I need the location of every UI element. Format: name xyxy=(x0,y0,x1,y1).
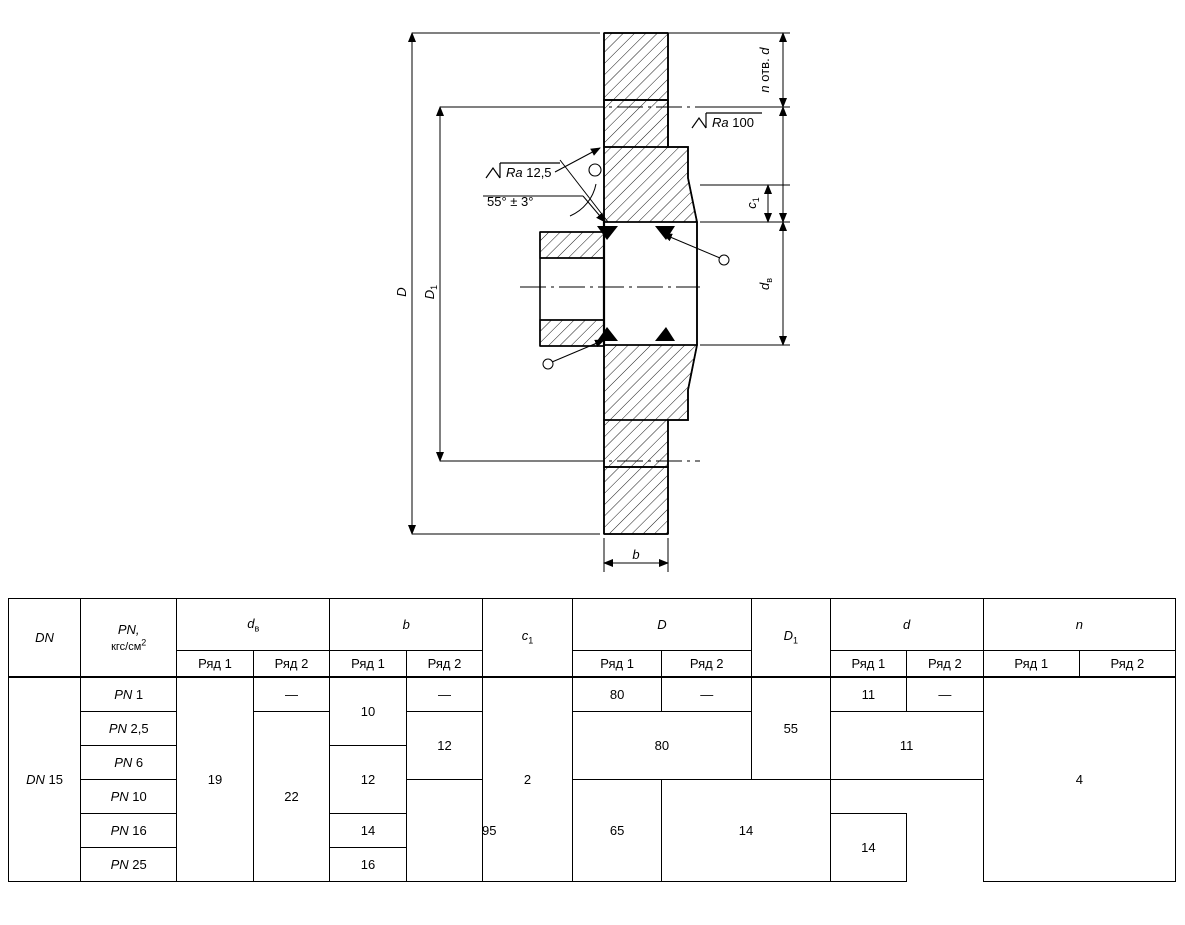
th-dv-row2: Ряд 2 xyxy=(253,651,329,677)
cell-d-merged-14: 14 xyxy=(662,779,830,881)
dim-D1-label: $D_1$ xyxy=(422,284,439,300)
th-dn: DN xyxy=(9,599,81,677)
cell-pn: PN 16 xyxy=(81,813,177,847)
dim-n-holes-label: n отв. d xyxy=(757,47,772,93)
th-d: d xyxy=(830,599,983,651)
th-d-row2: Ряд 2 xyxy=(907,651,983,677)
cell-b-row1-a: 10 xyxy=(330,677,406,746)
dim-c1-label: $c_1$ xyxy=(744,197,761,209)
th-D: D xyxy=(572,599,751,651)
cell-pn: PN 2,5 xyxy=(81,711,177,745)
cell-pn: PN 25 xyxy=(81,847,177,881)
angle-label: 55° ± 3° xyxy=(487,194,534,209)
table-header-row-1 xyxy=(9,599,1176,651)
th-dv-row1: Ряд 1 xyxy=(177,651,253,677)
cell-b-row1-b: 12 xyxy=(330,745,406,813)
dim-D-label: D xyxy=(394,287,409,297)
cell-d-row2-dash: — xyxy=(907,677,983,712)
cell-c1: 2 xyxy=(483,677,573,882)
flange-spec-table xyxy=(8,598,1176,882)
table-row xyxy=(9,677,1176,712)
cell-d-row1-a: 11 xyxy=(830,677,906,712)
dim-b-label: b xyxy=(632,547,640,562)
cell-D1-b: 65 xyxy=(572,779,662,881)
cell-dv-row1: 19 xyxy=(177,677,253,882)
cell-dv-row2-dash: — xyxy=(253,677,329,712)
th-D-row1: Ряд 1 xyxy=(572,651,662,677)
cell-pn: PN 10 xyxy=(81,779,177,813)
cell-D-merged-95: 95 xyxy=(406,779,572,881)
table-header-row-2 xyxy=(9,651,1176,677)
cell-b-row2-a: 12 xyxy=(406,711,482,779)
ra100-label: Ra 100 xyxy=(712,115,754,130)
th-dv: $d_в$ xyxy=(177,599,330,651)
cell-b-row2-dash: — xyxy=(406,677,482,712)
th-b: b xyxy=(330,599,483,651)
th-c1: $c_1$ xyxy=(483,599,573,677)
th-b-row2: Ряд 2 xyxy=(406,651,482,677)
th-d-row1: Ряд 1 xyxy=(830,651,906,677)
cell-b-row2-b: 14 xyxy=(830,813,906,881)
cell-D1-a: 55 xyxy=(751,677,830,780)
th-D-row2: Ряд 2 xyxy=(662,651,752,677)
th-pn: PN, кгс/$см^2$ xyxy=(81,599,177,677)
cell-pn: PN 6 xyxy=(81,745,177,779)
cell-D-row2-dash: — xyxy=(662,677,752,712)
ra125-label: Ra 12,5 xyxy=(506,165,552,180)
cell-D-merged-80: 80 xyxy=(572,711,751,779)
th-D1: $D_1$ xyxy=(751,599,830,677)
th-n-row2: Ряд 2 xyxy=(1079,651,1175,677)
cell-dn-value: DN 15 xyxy=(9,677,81,882)
th-n: n xyxy=(983,599,1175,651)
th-b-row1: Ряд 1 xyxy=(330,651,406,677)
cell-n: 4 xyxy=(983,677,1175,882)
dim-dv-label: $d_в$ xyxy=(757,277,774,291)
cell-dv-row2: 22 xyxy=(253,711,329,881)
cell-pn: PN 1 xyxy=(81,677,177,712)
cell-b-row1-c: 14 xyxy=(330,813,406,847)
cell-d-merged-11: 11 xyxy=(830,711,983,779)
th-n-row1: Ряд 1 xyxy=(983,651,1079,677)
cell-b-row1-d: 16 xyxy=(330,847,406,881)
cell-D-row1-a: 80 xyxy=(572,677,662,712)
